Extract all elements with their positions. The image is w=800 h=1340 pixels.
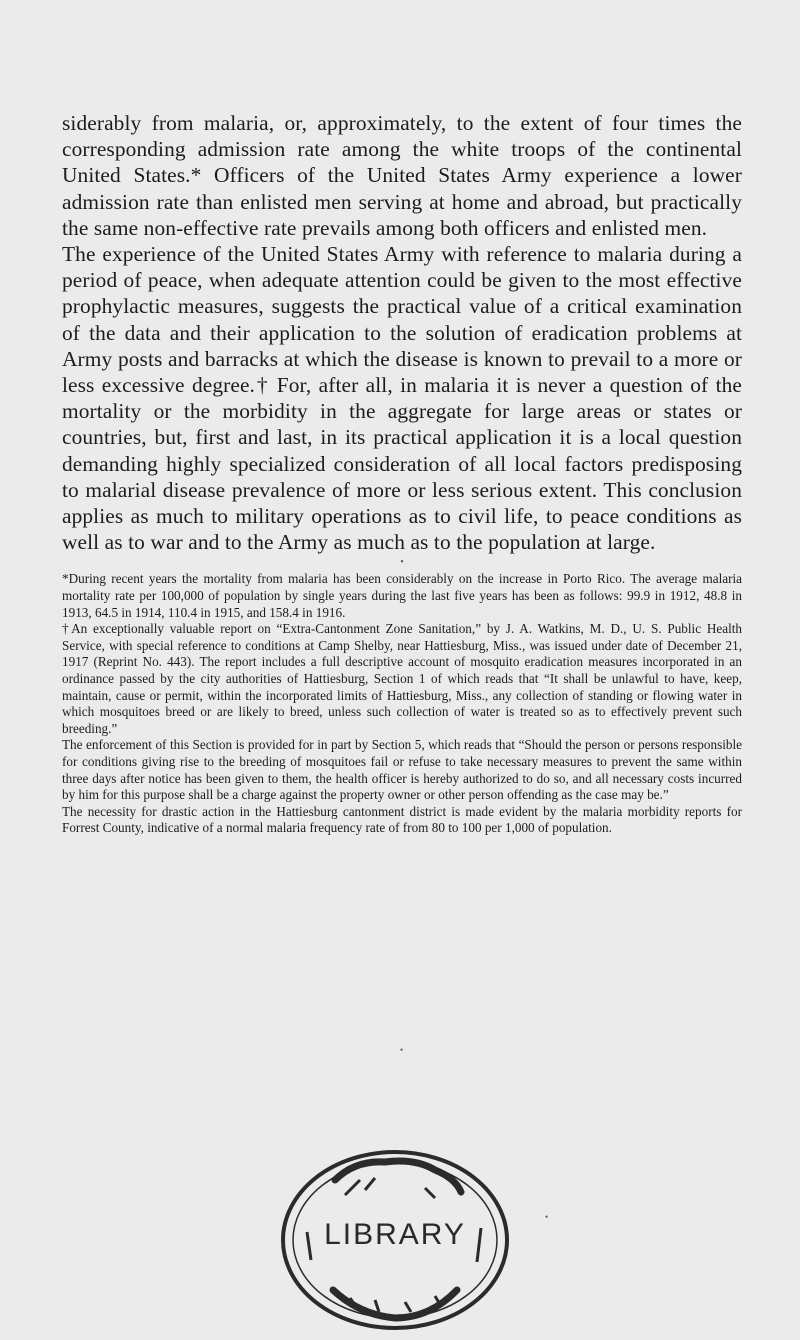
body-paragraph-2: The experience of the United States Army with reference to malaria during a period of peace, when adequate attention could be given to the most effective prophylactic measures, suggests the practical value of a critical examination of the data and their application to the solution of eradication problems at Army posts and barracks at which the disease is known to prevail to a more or less excessive degree.† For, after all, in malaria it is never a question of the mortality or the morbidity in the aggregate for large areas or states or countries, but, first and last, in its practical application it is a local question demanding highly specialized consideration of all local factors predisposing to malarial disease prevalence of more or less serious extent. This conclusion applies as much to military operations as to civil life, to peace conditions as well as to war and to the Army as much as to the population at large.	[62, 242, 742, 555]
document-page	[62, 110, 742, 837]
body-text	[62, 110, 742, 555]
footnote-separator: •	[400, 557, 404, 569]
footnote-dagger: †An exceptionally valuable report on “Extra-Cantonment Zone Sanitation,” by J. A. Watkins, M. D., U. S. Public Health Service, with special reference to conditions at Camp Shelby, near Hattiesburg, Miss., was issued under date of December 21, 1917 (Reprint No. 443). The report includes a full descriptive account of mosquito eradication measures incorporated in an ordinance passed by the city authorities of Hattiesburg, Section 1 of which reads that “It shall be unlawful to have, keep, maintain, cause or permit, within the incorporated limits of Hattiesburg, Miss., any collection of standing or flowing water in which mosquitoes breed or are likely to breed, unless such collection of water is treated so as to effectively prevent such breeding.”	[62, 621, 742, 736]
footnote-star: *During recent years the mortality from malaria has been considerably on the increase in Porto Rico. The average malaria mortality rate per 100,000 of population by single years during the last five years has been as follows: 99.9 in 1912, 48.8 in 1913, 64.5 in 1914, 110.4 in 1915, and 158.4 in 1916.	[62, 571, 742, 620]
library-stamp	[265, 1140, 525, 1340]
footnote-dagger-conclusion: The necessity for drastic action in the Hattiesburg cantonment district is made evident by the malaria morbidity reports for Forrest County, indicative of a normal malaria frequency rate of from 80 to 100 per 1,000 of population.	[62, 803, 742, 836]
library-stamp-label: LIBRARY	[324, 1218, 466, 1251]
body-paragraph-1: siderably from malaria, or, approximately, to the extent of four times the corresponding admission rate among the white troops of the continental United States.* Officers of the United States Army experience a lower admission rate than enlisted men serving at home and abroad, but practically the same non-effective rate prevails among both officers and enlisted men.	[62, 111, 742, 240]
print-speck: •	[400, 1045, 404, 1055]
footnote-dagger-continued: The enforcement of this Section is provided for in part by Section 5, which reads that “Should the person or persons responsible for conditions giving rise to the breeding of mosquitoes fail or refuse to take necessary measures to prevent the same within three days after notice has been given to them, the health officer is hereby authorized to do so, and all necessary costs incurred by him for this purpose shall be a charge against the property owner or other person offending as the case may be.”	[62, 737, 742, 803]
footnotes	[62, 571, 742, 837]
print-speck: •	[545, 1212, 549, 1222]
